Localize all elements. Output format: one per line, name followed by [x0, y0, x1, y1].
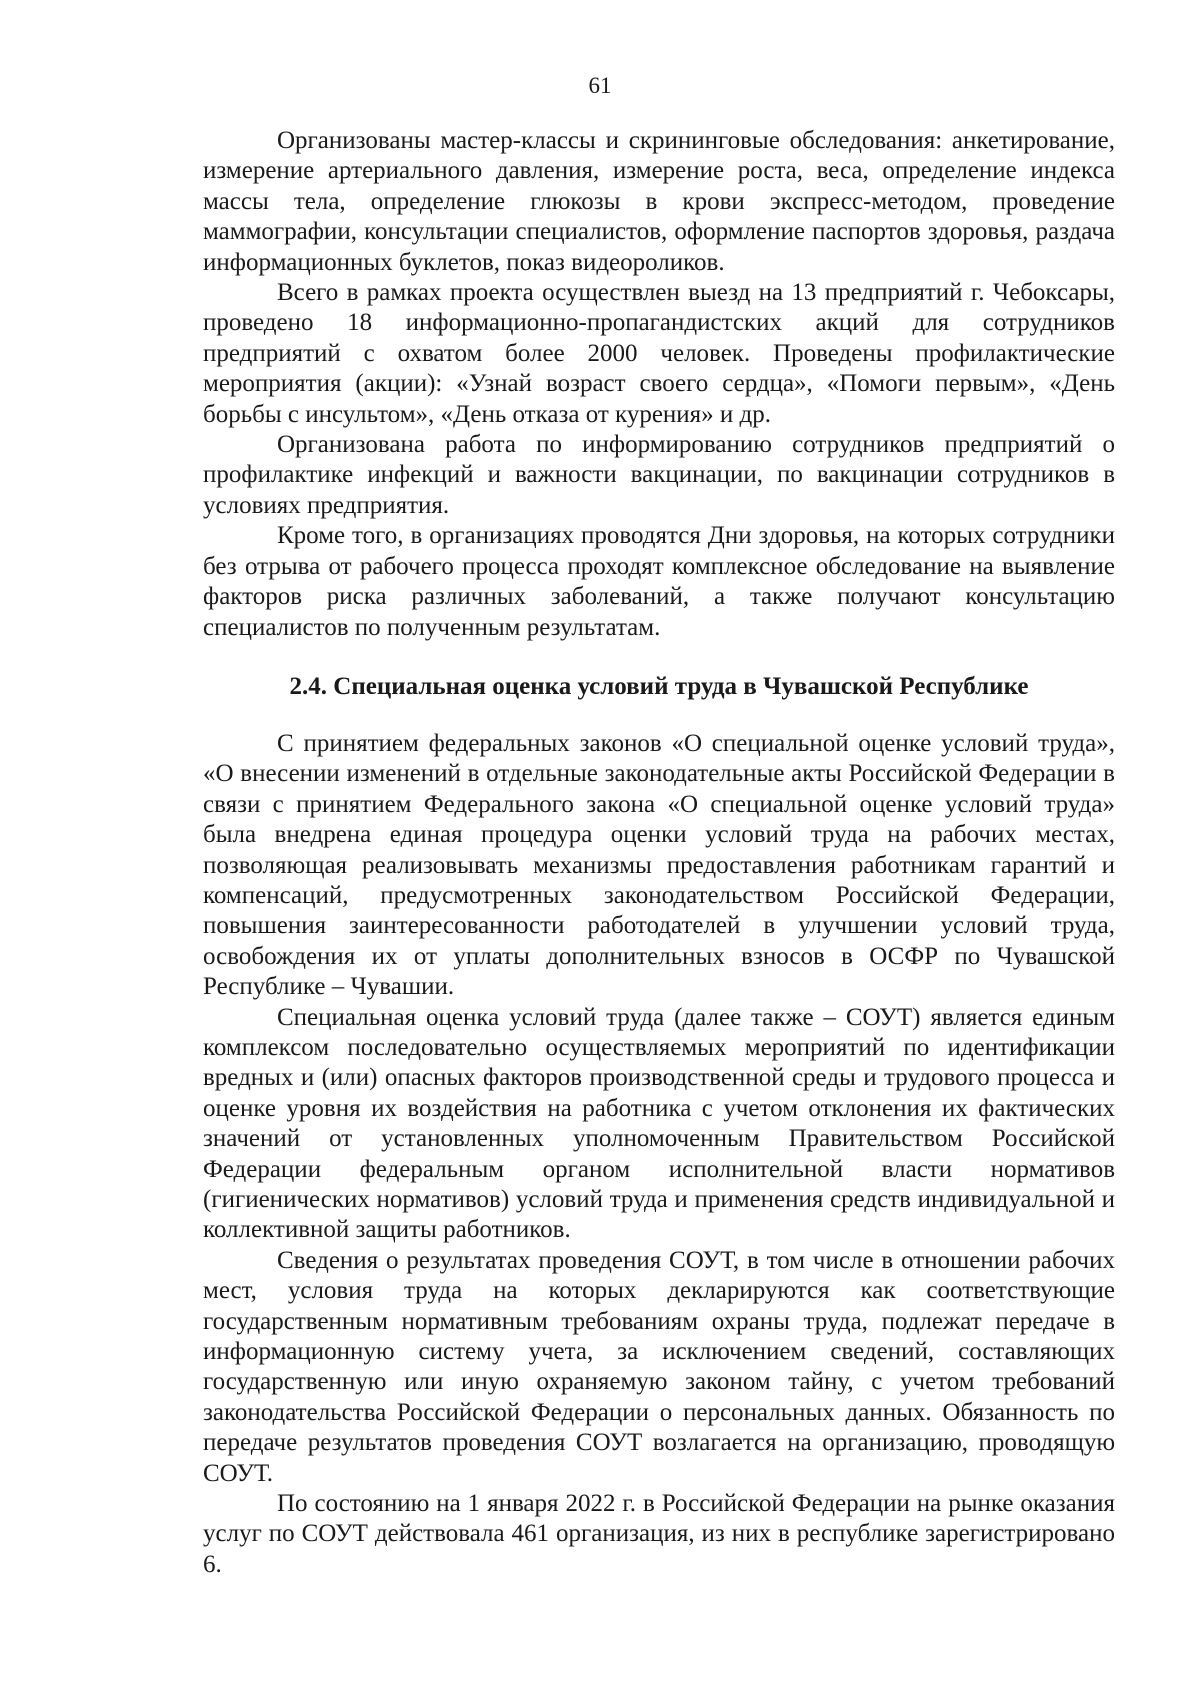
section-heading: 2.4. Специальная оценка условий труда в Чувашской Республике — [289, 672, 1029, 700]
paragraph-vaccination: Организована работа по информированию сотрудников предприятий о профилактике инфекций и важности вакцинации, по вакцинации сотрудников в условиях предприятия. — [203, 431, 1115, 519]
paragraph-screening: Организованы мастер-классы и скрининговые обследования: анкетирование, измерение артериального давления, измерение роста, веса, определение индекса массы тела, определение глюкозы в крови экспресс-методом, проведение маммографии, консультации специалистов, оформление паспортов здоровья, раздача информационных буклетов, показ видеороликов. — [203, 127, 1115, 276]
page-number: 61 — [588, 73, 612, 98]
paragraph-sout-definition: Специальная оценка условий труда (далее также – СОУТ) является единым комплексом последовательно осуществляемых мероприятий по идентификации вредных и (или) опасных факторов производственной среды и трудового процесса и оценке уровня их воздействия на работника с учетом отклонения их фактических значений от установленных уполномоченным Правительством Российской Федерации федеральным органом исполнительной власти нормативов (гигиенических нормативов) условий труда и применения средств индивидуальной и коллективной защиты работников. — [203, 1003, 1115, 1244]
page-body — [203, 126, 1115, 1580]
paragraph-health-days: Кроме того, в организациях проводятся Дни здоровья, на которых сотрудники без отрыва от рабочего процесса проходят комплексное обследование на выявление факторов риска различных заболеваний, а также получают консультацию специалистов по полученным результатам. — [203, 522, 1115, 641]
paragraph-federal-laws: С принятием федеральных законов «О специальной оценке условий труда», «О внесении изменений в отдельные законодательные акты Российской Федерации в связи с принятием Федерального закона «О специальной оценке условий труда» была внедрена единая процедура оценки условий труда на рабочих местах, позволяющая реализовывать механизмы предоставления работникам гарантий и компенсаций, предусмотренных законодательством Российской Федерации, повышения заинтересованности работодателей в улучшении условий труда, освобождения их от уплаты дополнительных взносов в ОСФР по Чувашской Республике – Чувашии. — [203, 729, 1115, 1001]
paragraph-project-visits: Всего в рамках проекта осуществлен выезд на 13 предприятий г. Чебоксары, проведено 18 информационно-пропагандистских акций для сотрудников предприятий с охватом более 2000 человек. Проведены профилактические мероприятия (акции): «Узнай возраст своего сердца», «Помоги первым», «День борьбы с инсультом», «День отказа от курения» и др. — [203, 279, 1115, 428]
paragraph-sout-results: Сведения о результатах проведения СОУТ, в том числе в отношении рабочих мест, условия труда на которых декларируются как соответствующие государственным нормативным требованиям охраны труда, подлежат передаче в информационную систему учета, за исключением сведений, составляющих государственную или иную охраняемую законом тайну, с учетом требований законодательства Российской Федерации о персональных данных. Обязанность по передаче результатов проведения СОУТ возлагается на организацию, проводящую СОУТ. — [203, 1246, 1115, 1487]
paragraph-sout-organizations: По состоянию на 1 января 2022 г. в Российской Федерации на рынке оказания услуг по СОУТ действовала 461 организация, из них в республике зарегистрировано 6. — [203, 1490, 1115, 1578]
